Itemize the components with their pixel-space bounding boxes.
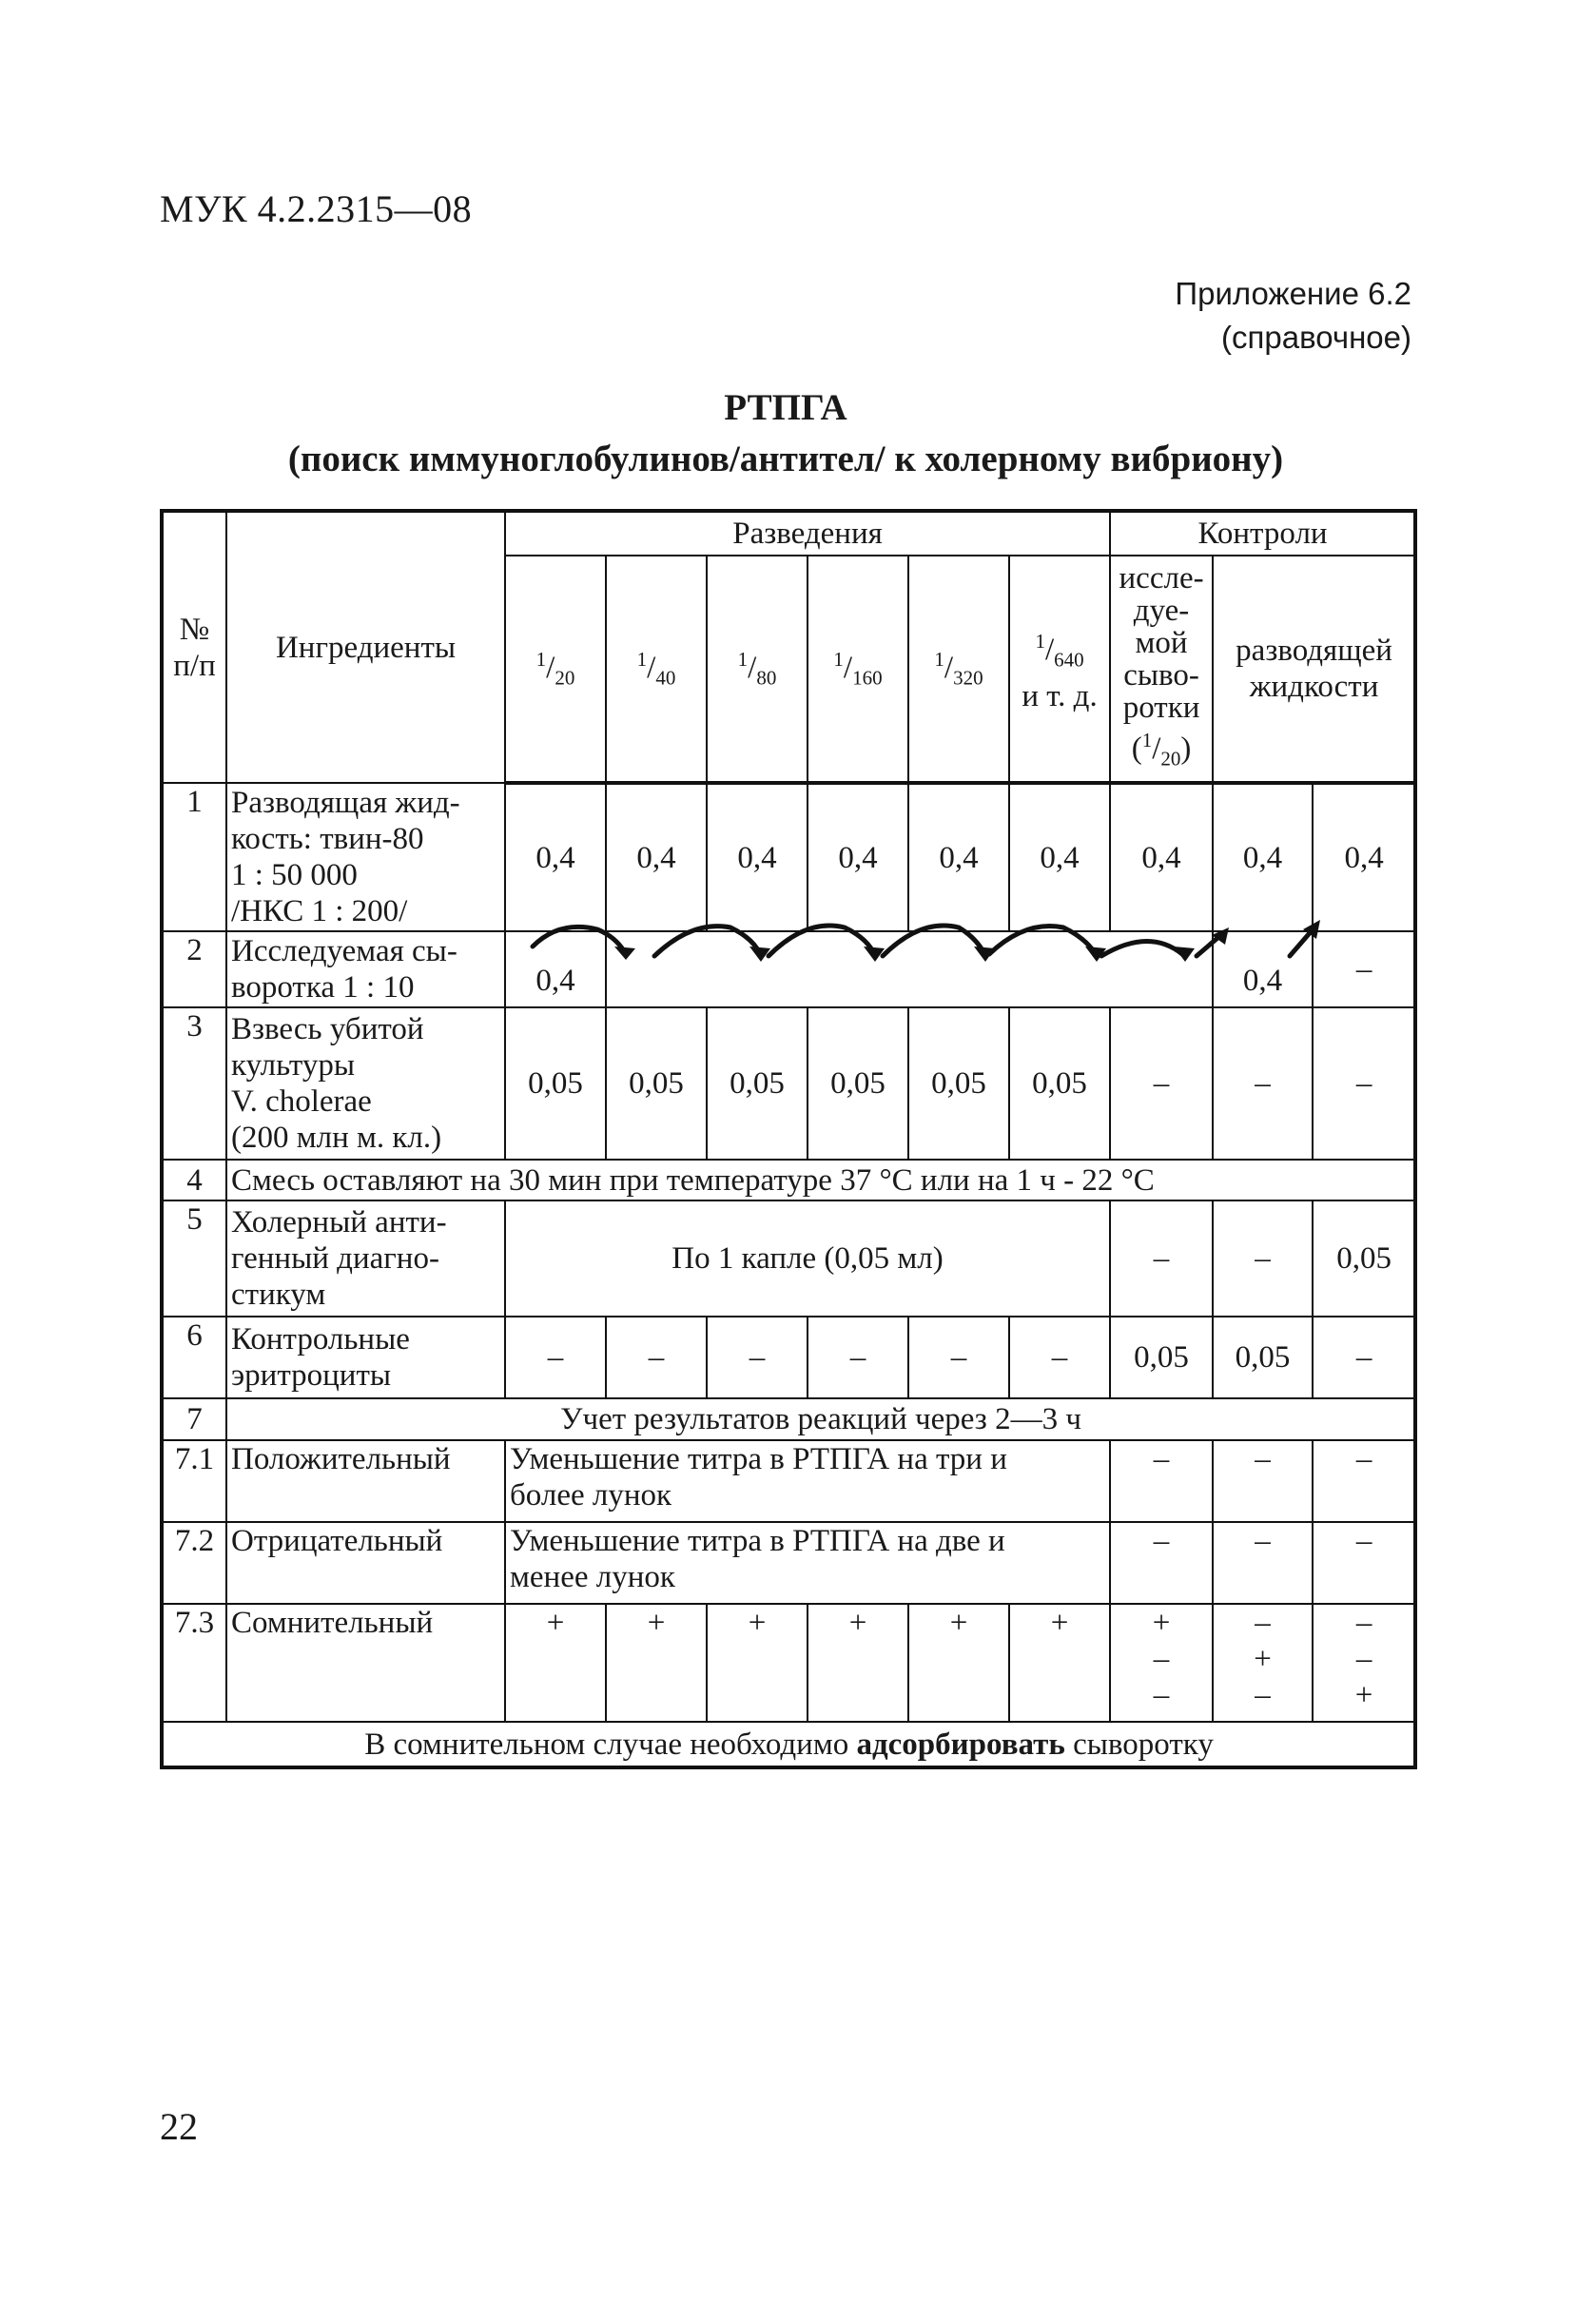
row-num: 7 [162,1398,226,1440]
title-sub: (поиск иммуноглобулинов/антител/ к холерному вибриону) [287,439,1284,479]
cell-value: – [1313,1522,1415,1604]
cell-value: 0,05 [908,1007,1009,1160]
dilution-header: $^1/_{40}$ [606,556,707,783]
control-liquid-header: разводящей жидкости [1213,556,1415,783]
row-num: 3 [162,1007,226,1160]
cell-value: – [707,1317,808,1398]
cell-value: – [1009,1317,1110,1398]
cell-value: – [1313,1317,1415,1398]
cell-value: + [908,1604,1009,1722]
row-num: 5 [162,1200,226,1317]
row-ingredient: Исследуемая сы- воротка 1 : 10 [226,931,505,1007]
header-dilutions: Разведения [505,511,1110,556]
cell-value: 0,4 [1213,783,1313,931]
row-num: 2 [162,931,226,1007]
result-label: Положительный [226,1440,505,1522]
result-text: Уменьшение титра в РТПГА на две и менее лунок [505,1522,1110,1604]
dilution-etc: и т. д. [1022,678,1098,713]
row-ingredient: Холерный анти- генный диагно- стикум [226,1200,505,1317]
cell-value: + [505,1604,606,1722]
table-row-4 [162,1160,1415,1200]
cell-value: 0,4 [1213,931,1313,1007]
cell-value: – [1313,1440,1415,1522]
transfer-arrows-cell [606,931,1110,1007]
cell-value: 0,4 [606,783,707,931]
cell-value: 0,05 [808,1007,908,1160]
footer-note-emphasis: адсорбировать [856,1727,1065,1762]
appendix-label [1175,272,1411,360]
cell-value: – [1213,1522,1313,1604]
header-num-sign: № [179,612,210,647]
dilution-header: $^1/_{80}$ [707,556,808,783]
row-num: 7.2 [162,1522,226,1604]
cell-value: 0,05 [1213,1317,1313,1398]
cell-value-stack: – + – [1213,1604,1313,1722]
row-ingredient: Взвесь убитой культуры V. cholerae (200 млн м. кл.) [226,1007,505,1160]
cell-value: – [1110,1440,1213,1522]
cell-value: – [908,1317,1009,1398]
row-num: 1 [162,783,226,931]
cell-value: – [1213,1200,1313,1317]
cell-value: 0,05 [1313,1200,1415,1317]
cell-value: 0,4 [505,783,606,931]
table-row-7-1 [162,1440,1415,1522]
incubation-note: Смесь оставляют на 30 мин при температуре 37 °С или на 1 ч - 22 °С [226,1160,1415,1200]
table-row-3 [162,1007,1415,1160]
cell-value: – [1213,1440,1313,1522]
row-num: 7.1 [162,1440,226,1522]
cell-value: 0,4 [1110,783,1213,931]
header-num [162,511,226,783]
rtpga-table-wrapper [160,509,1413,1769]
title-main: РТПГА [724,387,847,428]
dilution-header: $^1/_{160}$ [808,556,908,783]
table-row-1 [162,783,1415,931]
dilution-header: $^1/_{640}$ и т. д. [1009,556,1110,783]
cell-value: – [1213,1007,1313,1160]
merged-value: По 1 капле (0,05 мл) [505,1200,1110,1317]
table-row-5 [162,1200,1415,1317]
cell-value: – [505,1317,606,1398]
row-num: 4 [162,1160,226,1200]
cell-value: 0,4 [1313,783,1415,931]
cell-value: – [1110,1007,1213,1160]
appendix-number: Приложение 6.2 [1175,276,1411,311]
rtpga-table [160,509,1417,1769]
cell-value-stack: – – + [1313,1604,1415,1722]
page-title [160,382,1411,485]
cell-value: – [808,1317,908,1398]
cell-value: 0,4 [707,783,808,931]
row-ingredient: Контрольные эритроциты [226,1317,505,1398]
result-label: Отрицательный [226,1522,505,1604]
cell-value: 0,05 [606,1007,707,1160]
cell-value: + [707,1604,808,1722]
cell-value: 0,05 [505,1007,606,1160]
cell-value: 0,05 [1009,1007,1110,1160]
cell-value: 0,4 [808,783,908,931]
cell-value: – [1110,1522,1213,1604]
page-number: 22 [160,2105,198,2148]
row-ingredient: Разводящая жид- кость: твин-80 1 : 50 000 /НКС 1 : 200/ [226,783,505,931]
table-row-2 [162,931,1415,1007]
cell-value: + [808,1604,908,1722]
cell-value: – [1110,1200,1213,1317]
footer-note: В сомнительном случае необходимо адсорбировать сыворотку [162,1722,1415,1767]
header-ingredients: Ингредиенты [226,511,505,783]
cell-value: – [1313,931,1415,1007]
cell-value: + [1009,1604,1110,1722]
results-heading: Учет результатов реакций через 2—3 ч [226,1398,1415,1440]
table-row-6 [162,1317,1415,1398]
cell-value: 0,4 [505,931,606,1007]
header-row-1 [162,511,1415,556]
cell-value: 0,05 [707,1007,808,1160]
cell-value-stack: + – – [1110,1604,1213,1722]
header-controls: Контроли [1110,511,1415,556]
table-row-7-3 [162,1604,1415,1722]
dilution-header: $^1/_{20}$ [505,556,606,783]
transfer-arrows-end [1110,931,1213,1007]
header-num-pp: п/п [173,648,216,683]
table-row-7-2 [162,1522,1415,1604]
result-label: Сомнительный [226,1604,505,1722]
control-serum-header: иссле- дуе- мой сыво- ротки $(^1/_{20})$ [1110,556,1213,783]
cell-value: 0,4 [908,783,1009,931]
cell-value: 0,4 [1009,783,1110,931]
row-num: 6 [162,1317,226,1398]
dilution-header: $^1/_{320}$ [908,556,1009,783]
cell-value: + [606,1604,707,1722]
result-text: Уменьшение титра в РТПГА на три и более лунок [505,1440,1110,1522]
appendix-type: (справочное) [1221,320,1411,355]
table-footer-row [162,1722,1415,1767]
cell-value: – [606,1317,707,1398]
cell-value: 0,05 [1110,1317,1213,1398]
document-code: МУК 4.2.2315—08 [160,187,473,230]
table-row-7 [162,1398,1415,1440]
cell-value: – [1313,1007,1415,1160]
row-num: 7.3 [162,1604,226,1722]
